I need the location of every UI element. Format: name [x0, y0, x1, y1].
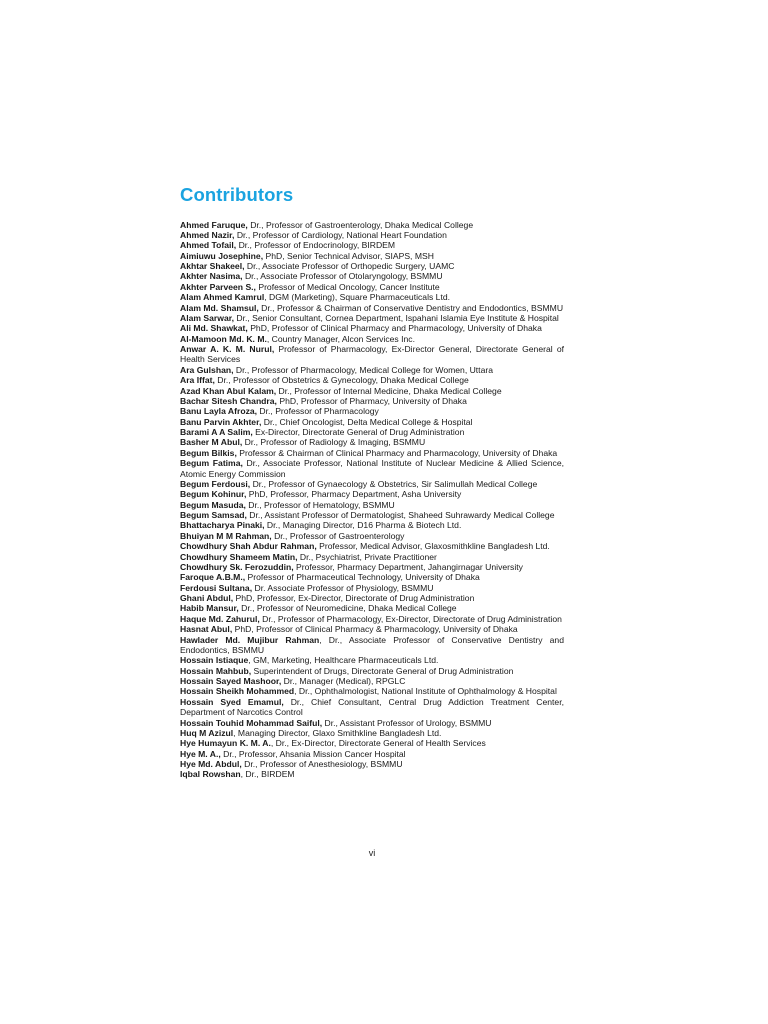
- contributor-name: Anwar A. K. M. Nurul,: [180, 344, 275, 354]
- contributor-entry: [180, 271, 564, 281]
- contributor-description: Dr., Manager (Medical), RPGLC: [281, 676, 406, 686]
- contributor-name: Ahmed Faruque,: [180, 219, 248, 230]
- contributor-entry: [180, 437, 564, 447]
- contributor-description: Dr., Professor of Gastroenterology: [271, 530, 405, 541]
- contributor-description: Dr., Professor of Obstetrics & Gynecology, Dhaka Medical College: [214, 375, 469, 386]
- contributor-description: Dr., Associate Professor of Otolaryngology, BSMMU: [242, 271, 443, 282]
- contributor-entry: [180, 635, 564, 656]
- contributor-entry: [180, 406, 564, 416]
- contributor-entry: [180, 541, 564, 551]
- contributor-entry: [180, 261, 564, 271]
- contributor-name: Hossain Sayed Mashoor,: [180, 676, 282, 686]
- contributor-name: Bhattacharya Pinaki,: [180, 520, 265, 531]
- contributor-name: Akhtar Shakeel,: [180, 261, 245, 271]
- contributor-name: Ara Iffat,: [180, 375, 215, 386]
- contributor-name: Bhuiyan M M Rahman,: [180, 530, 272, 541]
- contributor-description: , Country Manager, Alcon Services Inc.: [266, 333, 415, 344]
- contributor-entry: [180, 562, 564, 572]
- contributor-description: Dr., Professor of Hematology, BSMMU: [245, 499, 395, 510]
- contributor-description: Dr., Assistant Professor of Dermatologist, Shaheed Suhrawardy Medical College: [246, 510, 555, 520]
- contributor-name: Hossain Syed Emamul,: [180, 696, 284, 707]
- contributor-entry: [180, 386, 564, 396]
- contributor-name: Iqbal Rowshan: [180, 769, 241, 780]
- contributor-description: , GM, Marketing, Healthcare Pharmaceuticals Ltd.: [248, 655, 439, 666]
- contributors-list: [180, 220, 564, 780]
- contributor-description: , Managing Director, Glaxo Smithkline Bangladesh Ltd.: [233, 727, 442, 738]
- contributor-entry: [180, 572, 564, 582]
- contributor-description: Professor, Pharmacy Department, Jahangirnagar University: [293, 561, 523, 572]
- contributor-entry: [180, 323, 564, 333]
- contributor-entry: [180, 676, 564, 686]
- contributor-entry: [180, 666, 564, 676]
- contributor-description: Dr., Professor of Endocrinology, BIRDEM: [236, 240, 396, 251]
- contributor-name: Ghani Abdul,: [180, 593, 234, 603]
- contributor-entry: [180, 230, 564, 240]
- contributor-description: PhD, Professor of Clinical Pharmacy and Pharmacology, University of Dhaka: [247, 323, 542, 334]
- contributor-name: Hye Md. Abdul,: [180, 759, 242, 769]
- contributor-name: Banu Layla Afroza,: [180, 406, 258, 417]
- contributor-entry: [180, 396, 564, 406]
- contributor-entry: [180, 365, 564, 375]
- contributor-entry: [180, 334, 564, 344]
- contributor-entry: [180, 728, 564, 738]
- contributor-entry: [180, 240, 564, 250]
- contributor-name: Akhter Parveen S.,: [180, 281, 256, 292]
- contributor-entry: [180, 303, 564, 313]
- contributor-entry: [180, 769, 564, 779]
- contributor-name: Alam Ahmed Kamrul: [180, 292, 265, 303]
- contributor-name: Begum Fatima,: [180, 458, 243, 469]
- contributor-description: Dr., Professor of Anesthesiology, BSMMU: [241, 759, 403, 769]
- contributor-description: Dr., Professor of Pharmacology, Medical College for Women, Uttara: [233, 364, 493, 375]
- contributor-entry: [180, 603, 564, 613]
- contributor-description: Ex-Director, Directorate General of Drug Administration: [252, 427, 465, 437]
- contributor-entry: [180, 718, 564, 728]
- contributor-entry: [180, 614, 564, 624]
- contributor-description: Dr., Managing Director, D16 Pharma & Biotech Ltd.: [264, 520, 462, 531]
- contributor-name: Hasnat Abul,: [180, 624, 233, 635]
- contributor-description: Dr., Senior Consultant, Cornea Department, Ispahani Islamia Eye Institute & Hospital: [233, 312, 559, 323]
- contributor-name: Al-Mamoon Md. K. M.: [180, 333, 267, 344]
- contributor-description: Dr., Professor & Chairman of Conservative Dentistry and Endodontics, BSMMU: [258, 302, 564, 313]
- contributor-name: Hye M. A.,: [180, 748, 221, 759]
- contributor-name: Begum Masuda,: [180, 499, 246, 510]
- contributor-entry: [180, 738, 564, 748]
- contributor-name: Hye Humayun K. M. A.: [180, 738, 271, 749]
- contributor-name: Hossain Sheikh Mohammed: [180, 686, 295, 697]
- contributor-description: Superintendent of Drugs, Directorate General of Drug Administration: [251, 665, 514, 676]
- contributor-description: Dr., Professor, Ahsania Mission Cancer Hospital: [220, 748, 406, 759]
- contributor-name: Begum Kohinur,: [180, 489, 247, 500]
- page-title: Contributors: [180, 184, 294, 205]
- contributor-name: Chowdhury Sk. Ferozuddin,: [180, 561, 294, 572]
- contributor-name: Ferdousi Sultana,: [180, 582, 253, 593]
- contributor-entry: [180, 583, 564, 593]
- contributor-entry: [180, 489, 564, 499]
- contributor-name: Ali Md. Shawkat,: [180, 323, 248, 334]
- contributor-description: Professor of Pharmaceutical Technology, University of Dhaka: [245, 572, 480, 583]
- contributor-entry: [180, 427, 564, 437]
- contributor-entry: [180, 655, 564, 665]
- contributor-entry: [180, 697, 564, 718]
- contributor-description: PhD, Professor, Pharmacy Department, Asha University: [246, 489, 462, 500]
- contributor-entry: [180, 686, 564, 696]
- contributor-entry: [180, 220, 564, 230]
- contributor-name: Ahmed Tofail,: [180, 240, 237, 251]
- contributor-description: PhD, Professor, Ex-Director, Directorate of Drug Administration: [233, 593, 475, 603]
- contributor-name: Begum Samsad,: [180, 510, 247, 520]
- contributor-entry: [180, 313, 564, 323]
- contributor-description: Dr. Associate Professor of Physiology, BSMMU: [252, 582, 434, 593]
- contributor-description: , Dr., Ophthalmologist, National Institute of Ophthalmology & Hospital: [294, 686, 557, 697]
- contributor-description: Dr., Professor of Gynaecology & Obstetrics, Sir Salimullah Medical College: [250, 478, 538, 489]
- contributor-description: Professor of Pharmacology, Ex-Director General, Directorate General of Health Services: [180, 344, 564, 365]
- contributor-name: Basher M Abul,: [180, 437, 243, 448]
- contributor-description: Dr., Associate Professor, National Institute of Nuclear Medicine & Allied Science, Atomic Energy Commission: [180, 458, 564, 479]
- contributor-name: Hossain Mahbub,: [180, 665, 252, 676]
- contributor-description: Dr., Psychiatrist, Private Practitioner: [297, 551, 437, 562]
- contributor-name: Faroque A.B.M.,: [180, 572, 246, 583]
- contributor-name: Chowdhury Shameem Matin,: [180, 551, 298, 562]
- contributor-description: Dr., Professor of Gastroenterology, Dhaka Medical College: [247, 219, 474, 230]
- contributor-entry: [180, 417, 564, 427]
- contributor-name: Aimiuwu Josephine,: [180, 250, 264, 261]
- contributor-description: Professor, Medical Advisor, Glaxosmithkline Bangladesh Ltd.: [316, 541, 550, 552]
- contributor-entry: [180, 292, 564, 302]
- contributor-description: Professor of Medical Oncology, Cancer Institute: [255, 281, 440, 292]
- contributor-name: Ara Gulshan,: [180, 364, 234, 375]
- contributor-entry: [180, 458, 564, 479]
- contributor-entry: [180, 531, 564, 541]
- contributor-entry: [180, 500, 564, 510]
- contributor-description: Dr., Professor of Neuromedicine, Dhaka Medical College: [238, 603, 457, 614]
- contributor-name: Azad Khan Abul Kalam,: [180, 385, 277, 396]
- contributor-entry: [180, 448, 564, 458]
- contributor-entry: [180, 520, 564, 530]
- contributor-entry: [180, 593, 564, 603]
- contributor-entry: [180, 344, 564, 365]
- contributor-name: Akhter Nasima,: [180, 271, 243, 282]
- contributor-name: Hawlader Md. Mujibur Rahman: [180, 634, 320, 645]
- contributor-entry: [180, 375, 564, 385]
- contributor-name: Alam Sarwar,: [180, 312, 234, 323]
- contributor-name: Barami A A Salim,: [180, 427, 253, 437]
- contributor-description: Dr., Professor of Pharmacology, Ex-Director, Directorate of Drug Administration: [259, 613, 562, 624]
- contributor-name: Bachar Sitesh Chandra,: [180, 395, 277, 406]
- contributor-description: Dr., Professor of Cardiology, National Heart Foundation: [234, 229, 447, 240]
- contributor-description: Dr., Associate Professor of Orthopedic Surgery, UAMC: [244, 261, 455, 271]
- contributor-name: Begum Ferdousi,: [180, 478, 251, 489]
- contributor-name: Ahmed Nazir,: [180, 229, 235, 240]
- contributor-name: Hossain Touhid Mohammad Saiful,: [180, 717, 323, 728]
- contributor-name: Haque Md. Zahurul,: [180, 613, 260, 624]
- contributor-entry: [180, 749, 564, 759]
- contributor-entry: [180, 759, 564, 769]
- contributor-description: , Dr., Ex-Director, Directorate General of Health Services: [270, 738, 486, 749]
- contributor-entry: [180, 282, 564, 292]
- contributor-entry: [180, 251, 564, 261]
- contributor-entry: [180, 510, 564, 520]
- contributor-name: Huq M Azizul: [180, 727, 234, 738]
- contributor-name: Hossain Istiaque: [180, 655, 249, 666]
- contributor-name: Banu Parvin Akhter,: [180, 416, 262, 427]
- contributor-description: PhD, Professor of Pharmacy, University of Dhaka: [276, 395, 467, 406]
- contributor-description: Dr., Professor of Radiology & Imaging, BSMMU: [242, 437, 426, 448]
- contributor-name: Begum Bilkis,: [180, 447, 237, 458]
- contributor-entry: [180, 552, 564, 562]
- contributor-entry: [180, 624, 564, 634]
- contributor-name: Habib Mansur,: [180, 603, 239, 614]
- contributor-description: Dr., Chief Oncologist, Delta Medical College & Hospital: [261, 416, 473, 427]
- contributor-name: Alam Md. Shamsul,: [180, 302, 259, 313]
- page-number: vi: [368, 848, 376, 858]
- contributor-description: Dr., Professor of Pharmacology: [257, 406, 379, 417]
- contributor-name: Chowdhury Shah Abdur Rahman,: [180, 541, 317, 552]
- contributor-description: Dr., Chief Consultant, Central Drug Addiction Treatment Center, Department of Narcotics Control: [180, 696, 564, 718]
- contributor-description: PhD, Senior Technical Advisor, SIAPS, MSH: [263, 250, 434, 261]
- contributor-entry: [180, 479, 564, 489]
- contributor-description: , Dr., Associate Professor of Conservative Dentistry and Endodontics, BSMMU: [180, 634, 564, 655]
- contributor-description: , DGM (Marketing), Square Pharmaceuticals Ltd.: [264, 292, 451, 303]
- contributor-description: Dr., Assistant Professor of Urology, BSMMU: [322, 717, 492, 728]
- contributor-description: PhD, Professor of Clinical Pharmacy & Pharmacology, University of Dhaka: [232, 624, 518, 635]
- contributor-description: Dr., Professor of Internal Medicine, Dhaka Medical College: [276, 385, 502, 396]
- contributor-description: , Dr., BIRDEM: [240, 769, 295, 780]
- contributor-description: Professor & Chairman of Clinical Pharmacy and Pharmacology, University of Dhaka: [236, 447, 558, 458]
